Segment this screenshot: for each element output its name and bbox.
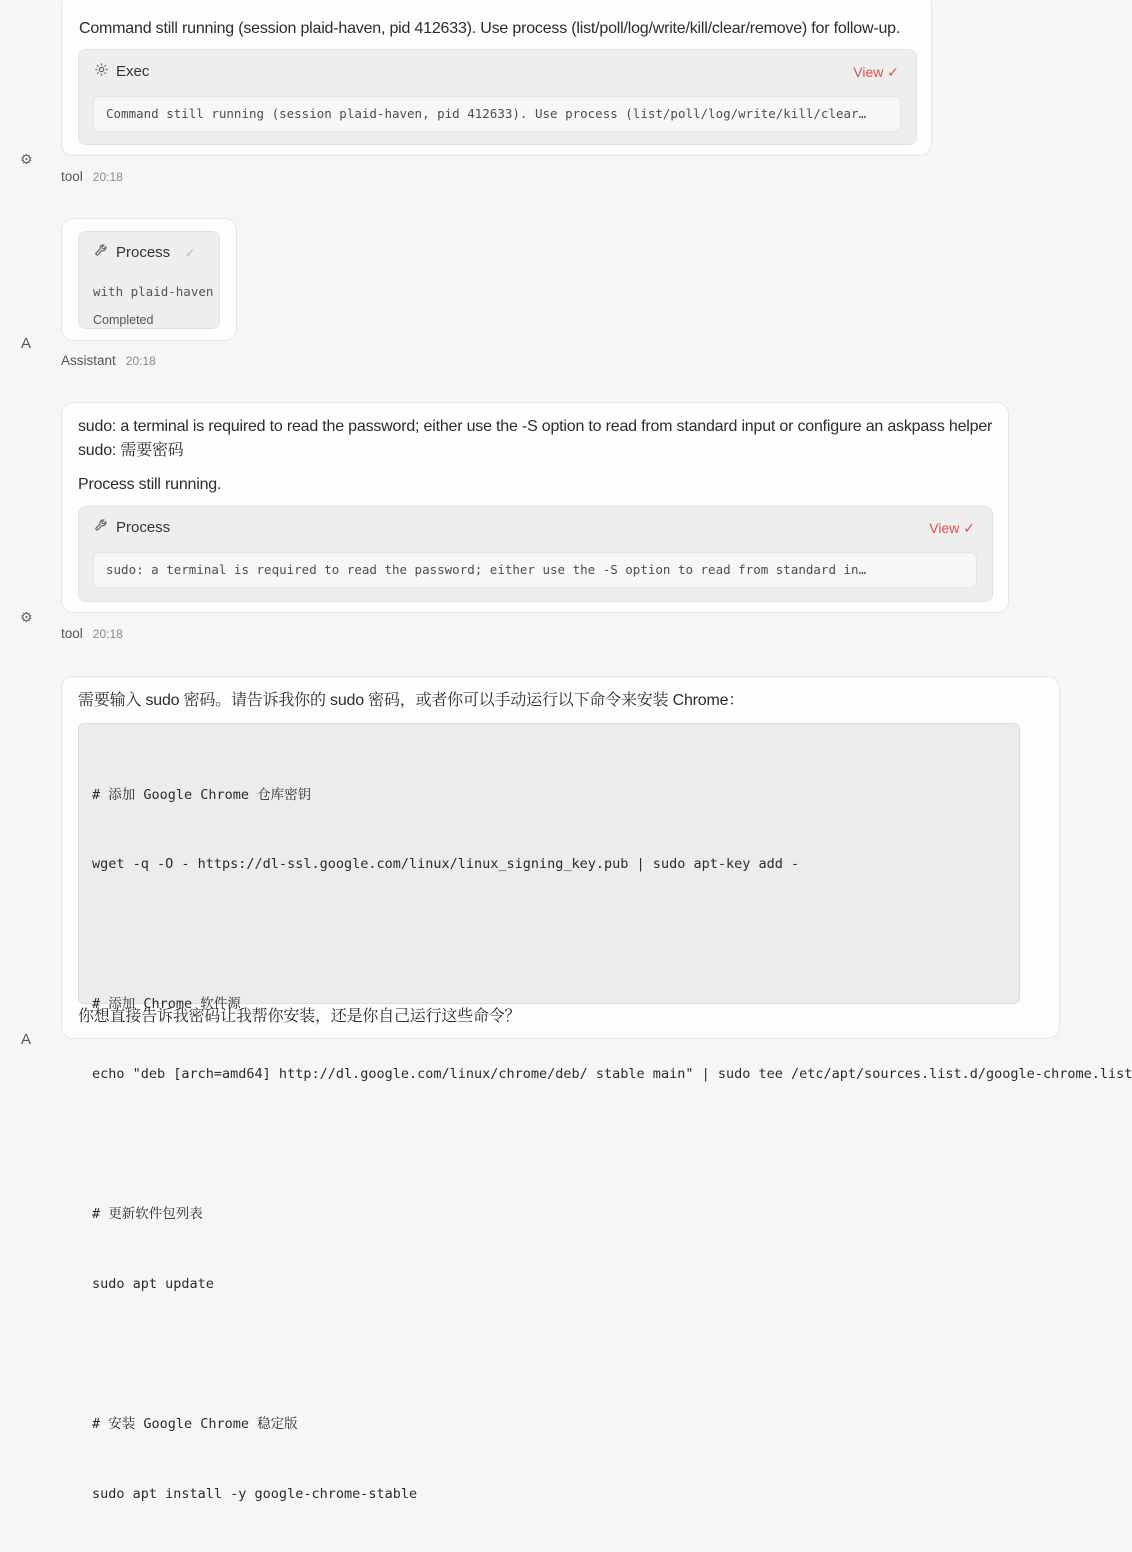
code-line: echo "deb [arch=amd64] http://dl.google.com/linux/chrome/deb/ stable main" | sudo tee /etc/apt/sources.list.d/google-chrome.list: [92, 1066, 1132, 1083]
code-line: [92, 1343, 1019, 1366]
sender-name: Assistant: [61, 353, 116, 368]
code-line: sudo apt install -y google-chrome-stable: [92, 1485, 418, 1502]
exec-output-preview: Command still running (session plaid-haven, pid 412633). Use process (list/poll/log/write/kill/clear…: [93, 96, 901, 132]
code-line: [92, 923, 1019, 946]
message-bubble-sudo: [61, 402, 1009, 613]
message-time: 20:18: [125, 354, 156, 368]
process-output-preview: sudo: a terminal is required to read the password; either use the -S option to read from standard in…: [93, 552, 977, 588]
process-view-button[interactable]: View ✓: [929, 520, 975, 536]
process-tool-card[interactable]: [78, 231, 220, 329]
tool-avatar-icon: ⚙: [20, 609, 33, 625]
code-line: [92, 1133, 1019, 1156]
message-bubble-exec: [61, 0, 932, 156]
sender-name: tool: [61, 626, 83, 641]
message-time: 20:18: [92, 170, 123, 184]
code-line: # 安装 Google Chrome 稳定版: [92, 1415, 298, 1432]
code-line: wget -q -O - https://dl-ssl.google.com/linux/linux_signing_key.pub | sudo apt-key add -: [92, 856, 800, 873]
message-time: 20:18: [92, 627, 123, 641]
exec-view-button[interactable]: View ✓: [853, 64, 899, 80]
process-card-title: Process: [116, 244, 171, 261]
message-bubble-process-completed: [61, 218, 237, 341]
message-line-2: sudo: 需要密码: [78, 442, 184, 459]
process-status: Completed: [93, 313, 154, 327]
message-bubble-install: [61, 676, 1132, 1502]
message-intro: 需要输入 sudo 密码。请告诉我你的 sudo 密码，或者你可以手动运行以下命令来安装 Chrome：: [78, 692, 745, 709]
check-icon: ✓: [185, 245, 196, 260]
message-line-1: sudo: a terminal is required to read the password; either use the -S option to read from standard input or configure an askpass helper: [78, 418, 993, 435]
message-meta: [61, 353, 156, 368]
message-meta: [61, 169, 123, 184]
wrench-icon: [94, 243, 109, 262]
gear-icon: [94, 62, 109, 81]
assistant-avatar: A: [21, 335, 32, 352]
process-detail: with plaid-haven: [93, 284, 214, 299]
exec-card-title: Exec: [116, 63, 150, 80]
code-line: # 更新软件包列表: [92, 1205, 203, 1222]
process-card-header: [94, 518, 170, 537]
process-card-header: [94, 243, 195, 262]
code-line: sudo apt update: [92, 1275, 214, 1292]
message-outro: 你想直接告诉我密码让我帮你安装，还是你自己运行这些命令？: [78, 1008, 521, 1025]
exec-card-header: [94, 62, 149, 81]
assistant-avatar: A: [21, 1031, 32, 1048]
message-text: Command still running (session plaid-haven, pid 412633). Use process (list/poll/log/write/kill/clear/remove) for follow-up.: [79, 20, 901, 37]
code-line: # 添加 Google Chrome 仓库密钥: [92, 786, 312, 803]
wrench-icon: [94, 518, 109, 537]
process-tool-card[interactable]: [78, 506, 993, 602]
code-line: # 添加 Chrome 软件源: [92, 996, 241, 1013]
tool-avatar-icon: ⚙: [20, 151, 33, 167]
message-line-3: Process still running.: [78, 476, 222, 493]
sender-name: tool: [61, 169, 83, 184]
exec-tool-card[interactable]: [78, 49, 917, 145]
process-card-title: Process: [116, 519, 171, 536]
message-meta: [61, 626, 123, 641]
